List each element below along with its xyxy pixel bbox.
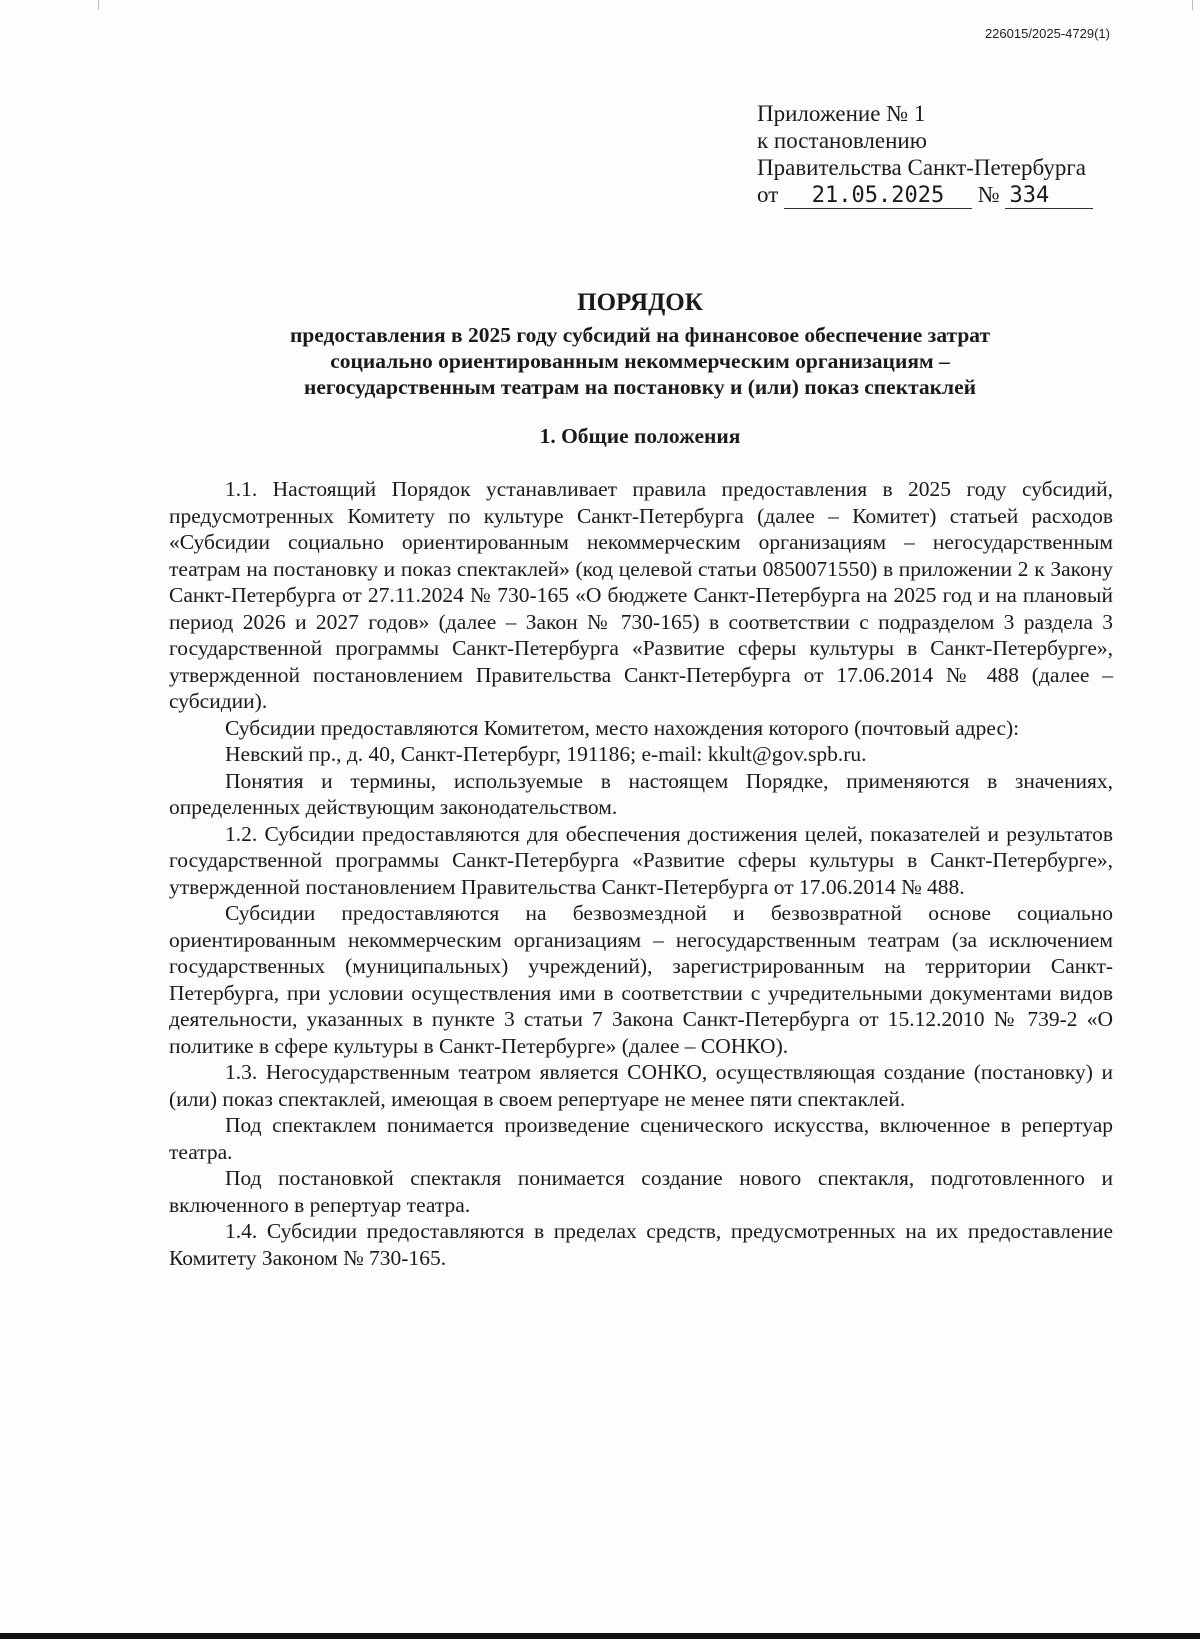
- paragraph-recipients: Субсидии предоставляются на безвозмездной и безвозвратной основе социально ориентированным некоммерческим организациям – негосударственным театрам (за исключением государственных (муниципальных) учреждений), зарегистрированным на территории Санкт-Петербурга, при условии осуществления ими в соответствии с учредительными документами видов деятельности, указанных в пункте 3 статьи 7 Закона Санкт-Петербурга от 15.12.2010 № 739-2 «О политике в сфере культуры в Санкт-Петербурге» (далее – СОНКО).: [169, 901, 1113, 1058]
- title-block: [170, 288, 1110, 400]
- paragraph-staging-definition: Под постановкой спектакля понимается создание нового спектакля, подготовленного и включенного в репертуар театра.: [169, 1166, 1113, 1217]
- paragraph-1-2: 1.2. Субсидии предоставляются для обеспечения достижения целей, показателей и результатов государственной программы Санкт-Петербурга «Развитие сферы культуры в Санкт-Петербурге», утвержденной постановлением Правительства Санкт-Петербурга от 17.06.2014 № 488.: [169, 821, 1113, 899]
- resolution-date: 21.05.2025: [784, 184, 972, 209]
- scan-bottom-edge: [0, 1633, 1200, 1639]
- subtitle-line: социально ориентированным некоммерческим организациям –: [330, 349, 950, 373]
- scan-artifact: [1192, 0, 1193, 10]
- section-heading: 1. Общие положения: [539, 424, 741, 448]
- document-title: ПОРЯДОК: [577, 289, 703, 316]
- number-prefix: №: [977, 182, 1000, 207]
- annex-date-line: [757, 181, 1093, 209]
- paragraph-terms: Понятия и термины, используемые в настоящем Порядке, применяются в значениях, определенных действующим законодательством.: [169, 768, 1113, 819]
- document-subtitle: [170, 322, 1110, 400]
- paragraph-performance-definition: Под спектаклем понимается произведение сценического искусства, включенное в репертуар театра.: [169, 1113, 1113, 1164]
- annex-line-3: Правительства Санкт-Петербурга: [757, 155, 1086, 180]
- annex-line-1: Приложение № 1: [757, 101, 926, 126]
- subtitle-line: предоставления в 2025 году субсидий на финансовое обеспечение затрат: [289, 323, 991, 347]
- paragraph-address: Невский пр., д. 40, Санкт-Петербург, 191186; e-mail: kkult@gov.spb.ru.: [225, 742, 867, 766]
- annex-line-2: к постановлению: [757, 128, 927, 153]
- subtitle-line: негосударственным театрам на постановку и (или) показ спектаклей: [303, 375, 977, 399]
- registration-number: 226015/2025-4729(1): [984, 26, 1110, 41]
- paragraph-1-3: 1.3. Негосударственным театром является СОНКО, осуществляющая создание (постановку) и (или) показ спектаклей, имеющая в своем репертуаре не менее пяти спектаклей.: [169, 1060, 1113, 1111]
- annex-block: [757, 100, 1093, 209]
- paragraph-address-intro: Субсидии предоставляются Комитетом, место нахождения которого (почтовый адрес):: [225, 715, 1020, 740]
- date-prefix: от: [757, 182, 779, 207]
- scan-artifact: [98, 0, 99, 10]
- resolution-number: 334: [1005, 184, 1093, 209]
- body-text: [169, 476, 1113, 1271]
- paragraph-1-1: 1.1. Настоящий Порядок устанавливает правила предоставления в 2025 году субсидий, предусмотренных Комитету по культуре Санкт-Петербурга (далее – Комитет) статьей расходов «Субсидии социально ориентированным некоммерческим организациям – негосударственным театрам на постановку и показ спектаклей» (код целевой статьи 0850071550) в приложении 2 к Закону Санкт-Петербурга от 27.11.2024 № 730-165 «О бюджете Санкт-Петербурга на 2025 год и на плановый период 2026 и 2027 годов» (далее – Закон № 730-165) в соответствии с подразделом 3 раздела 3 государственной программы Санкт-Петербурга «Развитие сферы культуры в Санкт-Петербурге», утвержденной постановлением Правительства Санкт-Петербурга от 17.06.2014 № 488 (далее – субсидии).: [169, 477, 1113, 713]
- paragraph-1-4: 1.4. Субсидии предоставляются в пределах средств, предусмотренных на их предоставление Комитету Законом № 730-165.: [169, 1219, 1113, 1270]
